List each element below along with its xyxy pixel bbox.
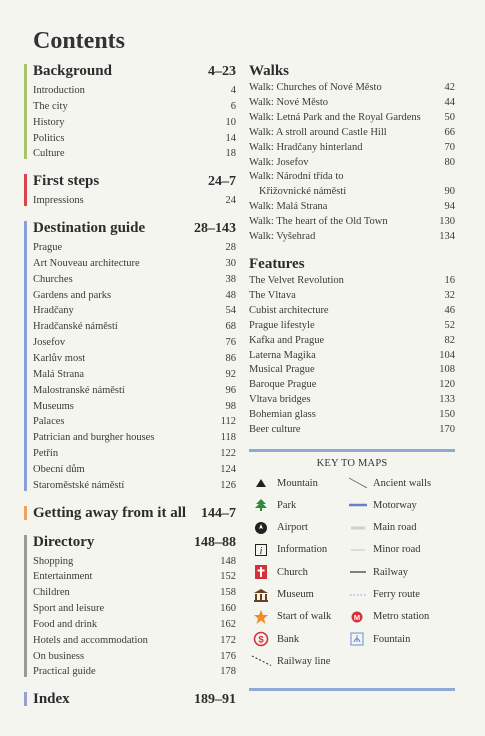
key-item: [251, 564, 308, 580]
key-item: [347, 564, 408, 580]
svg-text:i: i: [259, 545, 263, 557]
toc-entry[interactable]: [33, 99, 236, 115]
toc-entry[interactable]: [33, 240, 236, 256]
feature-entry[interactable]: [249, 274, 455, 289]
entry-label: Art Nouveau architecture: [33, 257, 140, 269]
entry-page: 124: [220, 463, 236, 475]
mountain-icon: [251, 475, 271, 491]
key-label: Park: [277, 499, 297, 511]
key-label: Fountain: [373, 633, 411, 645]
key-label: Museum: [277, 589, 314, 600]
section-color-bar: [24, 535, 27, 678]
entry-label: Josefov: [33, 337, 66, 349]
walk-entry[interactable]: [249, 215, 455, 230]
section-first-steps: [24, 172, 236, 209]
entry-label: Walk: Churches of Nové Město: [249, 82, 382, 93]
entry-page: 176: [220, 650, 236, 662]
entry-page: 94: [444, 201, 455, 213]
entry-page: 44: [444, 96, 455, 108]
entry-page: 108: [439, 364, 455, 376]
entry-label: Introduction: [33, 85, 85, 96]
key-item: [347, 587, 420, 603]
entry-label: History: [33, 116, 65, 128]
information-icon: [251, 542, 271, 558]
key-top-rule: [249, 449, 455, 452]
feature-entry[interactable]: [249, 393, 455, 408]
feature-entry[interactable]: [249, 408, 455, 423]
section-page-range: 144–7: [201, 505, 236, 521]
entry-page: 133: [439, 394, 455, 406]
toc-entry[interactable]: [33, 83, 236, 99]
entry-page: 92: [225, 368, 236, 380]
entry-page: 80: [444, 156, 455, 168]
entry-page: 158: [220, 587, 236, 599]
toc-entry[interactable]: [33, 462, 236, 478]
entry-page: 24: [225, 195, 236, 207]
entry-page: 148: [220, 555, 236, 567]
toc-entry[interactable]: [33, 288, 236, 304]
section-color-bar: [24, 506, 27, 520]
entry-label: Entertainment: [33, 571, 93, 583]
entry-page: 86: [225, 352, 236, 364]
entry-label: Kafka and Prague: [249, 334, 325, 346]
entry-label: Obecní dům: [33, 463, 85, 475]
key-item: [251, 587, 314, 603]
church-icon: [251, 564, 271, 580]
feature-entry[interactable]: [249, 378, 455, 393]
entry-page: 18: [225, 148, 236, 160]
entry-label: Hradčanské náměstí: [33, 321, 118, 333]
walk-entry[interactable]: [249, 230, 455, 245]
entry-page: 48: [225, 289, 236, 301]
key-label: Airport: [277, 522, 308, 534]
page-title: Contents: [33, 28, 126, 54]
key-item: [347, 609, 429, 625]
key-label: Railway line: [277, 655, 331, 667]
entry-label: Politics: [33, 132, 65, 144]
walk-entry[interactable]: [249, 111, 455, 126]
key-item: [347, 542, 421, 558]
key-label: Bank: [277, 633, 300, 645]
key-item: [251, 520, 308, 536]
entry-page: 32: [444, 289, 455, 301]
feature-entry[interactable]: [249, 334, 455, 349]
entry-label: Patrician and burgher houses: [33, 432, 155, 444]
toc-entry[interactable]: [33, 430, 236, 446]
toc-entry[interactable]: [33, 319, 236, 335]
entry-page: 96: [225, 384, 236, 396]
entry-page: 10: [225, 116, 236, 128]
section-page-range: 189–91: [194, 692, 236, 708]
key-bottom-rule: [249, 688, 455, 691]
toc-entry[interactable]: [33, 585, 236, 601]
walk-entry[interactable]: [249, 200, 455, 215]
entry-label: Walk: Letná Park and the Royal Gardens: [249, 111, 421, 123]
entry-page: 6: [230, 100, 236, 112]
entry-label: The Vltava: [249, 289, 296, 301]
entry-label: Impressions: [33, 195, 84, 207]
toc-entry[interactable]: [33, 335, 236, 351]
toc-entry[interactable]: [33, 414, 236, 430]
feature-entry[interactable]: [249, 319, 455, 334]
entry-page: 126: [220, 479, 236, 491]
entry-page: 70: [444, 141, 455, 153]
feature-entry[interactable]: [249, 304, 455, 319]
entry-label: Walk: Josefov: [249, 156, 309, 168]
entry-page: 46: [444, 304, 455, 316]
entry-label: Culture: [33, 148, 65, 160]
entry-label: Food and drink: [33, 618, 98, 630]
main-road-icon: [347, 520, 367, 536]
section-title: Background: [33, 63, 112, 79]
feature-entry[interactable]: [249, 363, 455, 378]
entry-page: 120: [439, 379, 455, 391]
section-title: Index: [33, 691, 70, 708]
toc-entry[interactable]: [33, 633, 236, 649]
walk-entry[interactable]: [249, 156, 455, 171]
entry-label: Museums: [33, 400, 74, 412]
entry-label: Shopping: [33, 555, 74, 567]
toc-entry[interactable]: [33, 115, 236, 131]
entry-label: Prague: [33, 242, 63, 254]
section-background: [24, 62, 236, 162]
walk-entry[interactable]: [249, 170, 455, 200]
entry-page: 122: [220, 448, 236, 460]
entry-label: Karlův most: [33, 352, 86, 364]
toc-entry[interactable]: [33, 399, 236, 415]
entry-page: 162: [220, 618, 236, 630]
entry-page: 160: [220, 603, 236, 615]
entry-page: 68: [225, 321, 236, 333]
section-title: Directory: [33, 533, 95, 550]
section-getting-away: [24, 504, 236, 523]
key-label: Main road: [373, 522, 417, 534]
section-page-range: 24–7: [208, 174, 236, 190]
entry-page: 16: [444, 274, 455, 286]
entry-label: Staroměstské náměstí: [33, 479, 125, 491]
entry-label: The city: [33, 100, 68, 112]
airport-icon: [251, 520, 271, 536]
entry-page: 104: [439, 349, 455, 361]
feature-entry[interactable]: [249, 289, 455, 304]
walk-entry[interactable]: [249, 126, 455, 141]
toc-entry[interactable]: [33, 478, 236, 494]
entry-label: Walk: Vyšehrad: [249, 231, 316, 243]
entry-page: 42: [444, 82, 455, 93]
svg-text:$: $: [258, 634, 264, 646]
toc-entry[interactable]: [33, 146, 236, 162]
section-directory: [24, 533, 236, 681]
entry-label: On business: [33, 650, 85, 662]
toc-entry[interactable]: [33, 131, 236, 147]
entry-page: 82: [444, 334, 455, 346]
left-column: [24, 62, 236, 719]
key-label: Railway: [373, 566, 408, 578]
walk-entry[interactable]: [249, 81, 455, 96]
section-heading[interactable]: [33, 62, 236, 81]
entry-label: Churches: [33, 273, 73, 285]
entry-page: 134: [439, 231, 455, 243]
entry-label: Malostranské náměstí: [33, 384, 125, 396]
section-page-range: 28–143: [194, 221, 236, 237]
toc-entry[interactable]: [33, 256, 236, 272]
entry-label: Prague lifestyle: [249, 319, 315, 331]
entry-label: Walk: Nové Město: [249, 96, 329, 108]
entry-page: 38: [225, 273, 236, 285]
entry-label: Cubist architecture: [249, 304, 329, 316]
section-destination-guide: [24, 219, 236, 494]
key-item: [251, 475, 318, 491]
section-color-bar: [24, 692, 27, 706]
key-item: [347, 631, 410, 647]
key-label: Information: [277, 544, 328, 556]
entry-label: Walk: Malá Strana: [249, 201, 328, 213]
toc-entry[interactable]: [33, 569, 236, 585]
key-item: [251, 497, 296, 513]
toc-entry[interactable]: [33, 367, 236, 383]
entry-label: The Velvet Revolution: [249, 274, 344, 286]
key-item: [347, 520, 416, 536]
section-title: Getting away from it all: [33, 504, 187, 521]
entry-page: 152: [220, 571, 236, 583]
entry-label: Laterna Magika: [249, 349, 316, 361]
entry-page: 130: [439, 216, 455, 228]
toc-entry[interactable]: [33, 351, 236, 367]
section-title: Destination guide: [33, 220, 146, 237]
entry-label: Walk: A stroll around Castle Hill: [249, 126, 387, 138]
key-to-maps: [249, 449, 455, 691]
section-heading[interactable]: [33, 219, 236, 238]
entry-label: Bohemian glass: [249, 409, 316, 421]
entry-page: 118: [220, 432, 236, 444]
entry-label: Malá Strana: [33, 368, 85, 380]
key-item: [347, 497, 417, 513]
entry-label: Petřín: [33, 448, 59, 460]
svg-text:M: M: [353, 612, 361, 622]
toc-entry[interactable]: [33, 303, 236, 319]
toc-entry[interactable]: [33, 664, 236, 680]
entry-label: Hradčany: [33, 305, 74, 317]
feature-entry[interactable]: [249, 349, 455, 364]
section-index: [24, 690, 236, 709]
entry-page: 178: [220, 666, 236, 678]
key-label: Motorway: [373, 499, 417, 511]
key-item: [251, 609, 331, 625]
toc-entry[interactable]: [33, 617, 236, 633]
entry-page: 76: [225, 337, 236, 349]
section-page-range: 4–23: [208, 64, 236, 79]
motorway-icon: [347, 497, 367, 513]
toc-entry[interactable]: [33, 383, 236, 399]
entry-page: 112: [220, 416, 236, 428]
minor-road-icon: [347, 542, 367, 558]
features-list: [249, 274, 455, 438]
section-color-bar: [24, 64, 27, 159]
key-item: [347, 475, 431, 491]
entry-page: 30: [225, 257, 236, 269]
entry-label: Hotels and accommodation: [33, 634, 148, 646]
section-title: First steps: [33, 173, 100, 190]
entry-page: 14: [225, 132, 236, 144]
key-item: [251, 653, 330, 669]
toc-entry[interactable]: [33, 601, 236, 617]
entry-page: 90: [444, 186, 455, 198]
entry-label: Walk: The heart of the Old Town: [249, 216, 388, 228]
entry-page: 170: [439, 424, 455, 436]
entry-label: Vltava bridges: [249, 394, 311, 406]
toc-entry[interactable]: [33, 649, 236, 665]
walks-heading: Walks: [249, 63, 290, 79]
entry-label: Gardens and parks: [33, 289, 112, 301]
park-icon: [251, 497, 271, 513]
toc-entry[interactable]: [33, 193, 236, 209]
entry-label: Practical guide: [33, 666, 96, 678]
entry-page: 4: [230, 85, 236, 96]
entry-label: Baroque Prague: [249, 379, 317, 391]
key-label: Church: [277, 566, 308, 578]
features-heading: Features: [249, 255, 305, 272]
section-color-bar: [24, 174, 27, 206]
ancient-walls-icon: [347, 475, 367, 491]
right-column: [249, 62, 455, 438]
entry-label: Walk: Národní třída to Křižovnické náměstí: [249, 170, 346, 200]
entry-label: Children: [33, 587, 70, 599]
bank-icon: [251, 631, 271, 647]
key-label: Mountain: [277, 477, 318, 489]
key-item: [251, 542, 327, 558]
entry-page: 98: [225, 400, 236, 412]
key-label: Start of walk: [277, 611, 332, 623]
toc-entry[interactable]: [33, 272, 236, 288]
key-label: Metro station: [373, 611, 430, 623]
section-heading[interactable]: [33, 690, 236, 709]
key-label: Ancient walls: [373, 477, 432, 489]
entry-label: Walk: Hradčany hinterland: [249, 141, 363, 153]
section-heading[interactable]: [33, 504, 236, 523]
museum-icon: [251, 587, 271, 603]
railway-icon: [347, 564, 367, 580]
walk-entry[interactable]: [249, 96, 455, 111]
key-title: KEY TO MAPS: [316, 458, 388, 469]
key-label: Ferry route: [373, 589, 420, 600]
walk-entry[interactable]: [249, 141, 455, 156]
section-heading[interactable]: [33, 533, 236, 552]
feature-entry[interactable]: [249, 423, 455, 438]
section-page-range: 148–88: [194, 534, 236, 550]
start-of-walk-icon: [251, 609, 271, 625]
entry-page: 54: [225, 305, 236, 317]
metro-station-icon: [347, 609, 367, 625]
toc-entry[interactable]: [33, 446, 236, 462]
entry-page: 52: [444, 319, 455, 331]
entry-label: Beer culture: [249, 424, 301, 436]
entry-page: 50: [444, 111, 455, 123]
entry-label: Sport and leisure: [33, 603, 105, 615]
section-heading[interactable]: [33, 172, 236, 191]
entry-page: 66: [444, 126, 455, 138]
section-color-bar: [24, 221, 27, 491]
walks-list: [249, 81, 455, 245]
entry-page: 28: [225, 242, 236, 254]
key-item: [251, 631, 299, 647]
ferry-route-icon: [347, 587, 367, 603]
toc-entry[interactable]: [33, 554, 236, 570]
entry-label: Palaces: [33, 416, 65, 428]
entry-label-continued: Křižovnické náměstí: [259, 186, 347, 198]
entry-page: 172: [220, 634, 236, 646]
railway-line-icon: [251, 653, 271, 669]
key-label: Minor road: [373, 544, 421, 556]
fountain-icon: [347, 631, 367, 647]
entry-page: 150: [439, 409, 455, 421]
entry-label: Musical Prague: [249, 364, 315, 376]
